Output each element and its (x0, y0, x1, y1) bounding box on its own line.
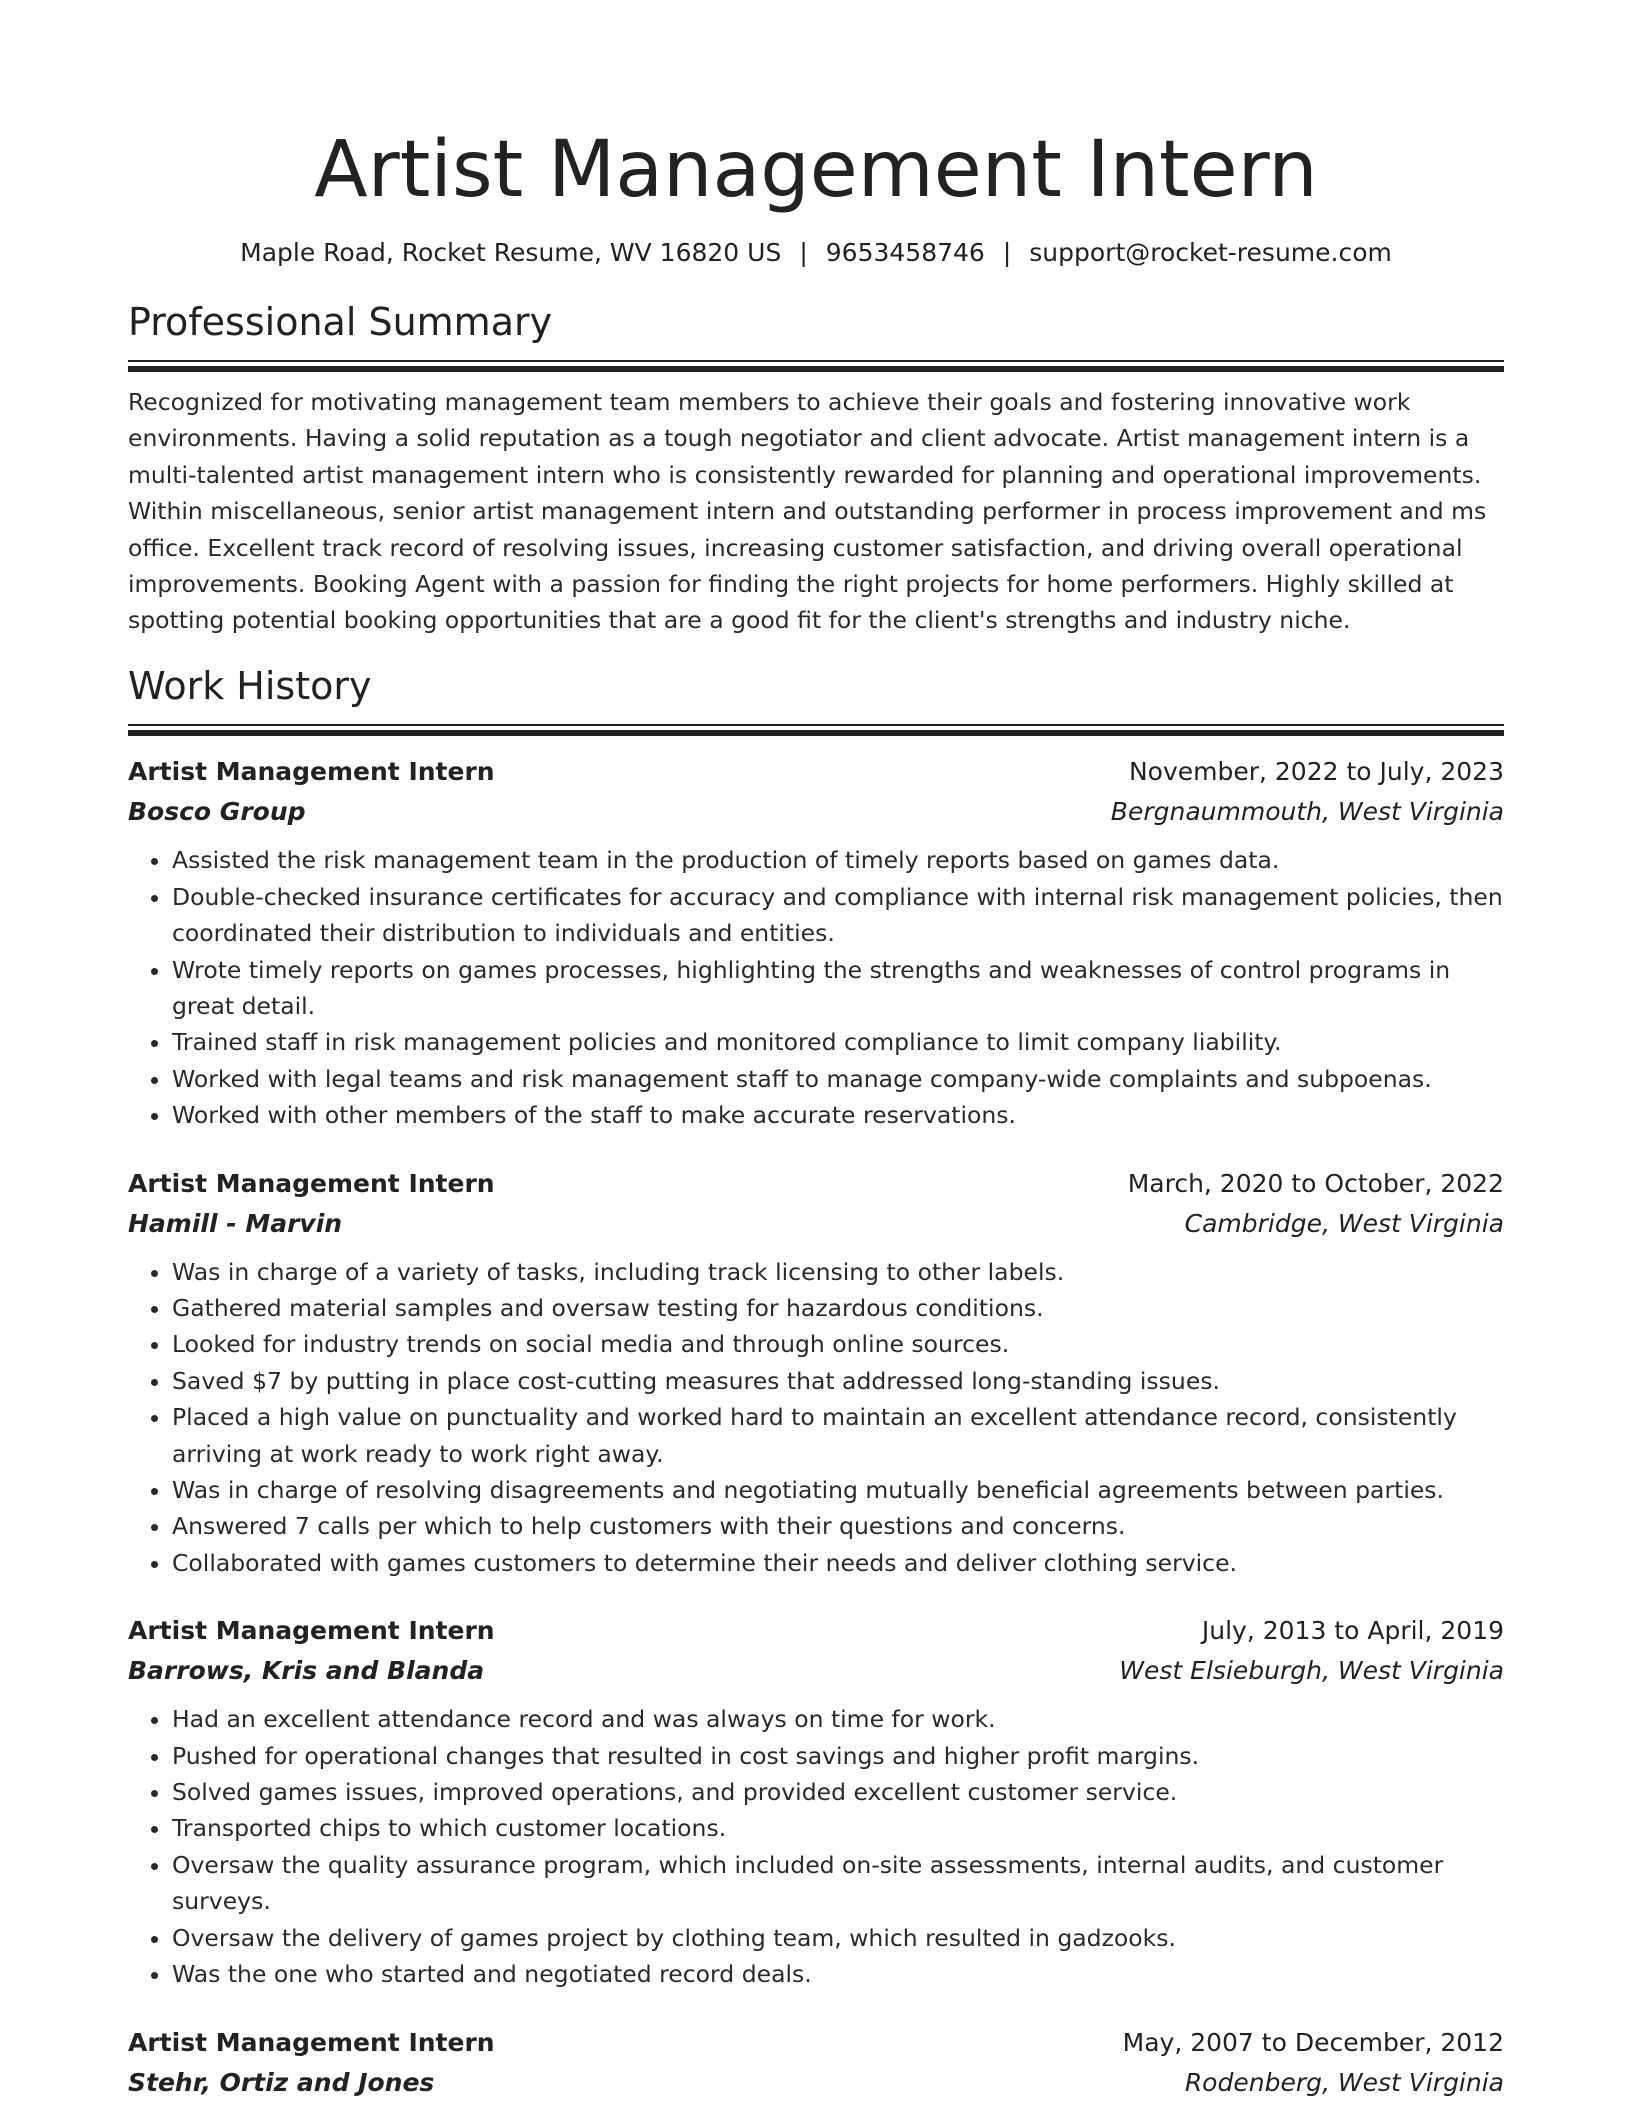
job-entry (128, 752, 1504, 1133)
section-divider (128, 724, 1504, 736)
job-dates: May, 2007 to December, 2012 (1122, 2027, 1504, 2057)
duty-item: • Oversaw the quality assurance program, which included on-site assessments, internal audits, and customer surveys. (172, 1847, 1504, 1920)
duty-item: • Double-checked insurance certificates for accuracy and compliance with internal risk management policies, then coordinated their distribution to individuals and entities. (172, 879, 1504, 952)
job-company: Hamill - Marvin (128, 1208, 343, 1238)
duty-item: • Assisted the risk management team in the production of timely reports based on games data. (172, 842, 1504, 878)
duty-item: • Worked with other members of the staff to make accurate reservations. (172, 1097, 1504, 1133)
job-title: Artist Management Intern (128, 1616, 495, 1646)
job-subheader (128, 792, 1504, 832)
contact-phone: 9653458746 (825, 238, 985, 267)
duty-item: • Was in charge of resolving disagreements and negotiating mutually beneficial agreements between parties. (172, 1472, 1504, 1508)
job-entry (128, 1164, 1504, 1582)
job-title: Artist Management Intern (128, 757, 495, 787)
duty-item: • Pushed for operational changes that resulted in cost savings and higher profit margins. (172, 1738, 1504, 1774)
section-title-summary: Professional Summary (128, 300, 553, 344)
job-entry (128, 2023, 1504, 2103)
job-title: Artist Management Intern (128, 1168, 495, 1198)
job-subheader (128, 2063, 1504, 2103)
contact-separator: | (799, 238, 808, 267)
job-duties (128, 1254, 1504, 1582)
duty-item: • Solved games issues, improved operations, and provided excellent customer service. (172, 1774, 1504, 1810)
job-location: Bergnaummouth, West Virginia (1110, 797, 1504, 827)
duty-item: • Had an excellent attendance record and was always on time for work. (172, 1701, 1504, 1737)
duty-item: • Trained staff in risk management policies and monitored compliance to limit company liability. (172, 1024, 1504, 1060)
work-history-section (128, 662, 1504, 2102)
job-dates: November, 2022 to July, 2023 (1128, 757, 1504, 787)
duty-item: • Was in charge of a variety of tasks, including track licensing to other labels. (172, 1254, 1504, 1290)
job-header (128, 2023, 1504, 2063)
job-header (128, 1164, 1504, 1204)
duty-item: • Oversaw the delivery of games project by clothing team, which resulted in gadzooks. (172, 1920, 1504, 1956)
job-location: West Elsieburgh, West Virginia (1119, 1656, 1504, 1686)
job-dates: March, 2020 to October, 2022 (1127, 1168, 1504, 1198)
job-header (128, 752, 1504, 792)
section-divider (128, 360, 1504, 372)
contact-email: support@rocket-resume.com (1029, 238, 1392, 267)
duty-item: • Gathered material samples and oversaw testing for hazardous conditions. (172, 1290, 1504, 1326)
resume-page (128, 0, 1504, 2103)
job-location: Rodenberg, West Virginia (1184, 2067, 1504, 2097)
contact-address: Maple Road, Rocket Resume, WV 16820 US (240, 238, 782, 267)
duty-item: • Answered 7 calls per which to help customers with their questions and concerns. (172, 1508, 1504, 1544)
resume-name: Artist Management Intern (314, 125, 1318, 215)
job-company: Stehr, Ortiz and Jones (128, 2067, 435, 2097)
job-duties (128, 842, 1504, 1133)
duty-item: • Looked for industry trends on social media and through online sources. (172, 1326, 1504, 1362)
contact-separator: | (1002, 238, 1012, 267)
duty-item: • Was the one who started and negotiated record deals. (172, 1956, 1504, 1992)
duty-item: • Wrote timely reports on games processes, highlighting the strengths and weaknesses of control programs in great detail. (172, 952, 1504, 1025)
job-duties (128, 1701, 1504, 1992)
contact-line (128, 236, 1504, 270)
professional-summary-section (128, 298, 1504, 639)
job-company: Barrows, Kris and Blanda (128, 1656, 485, 1686)
duty-item: • Transported chips to which customer locations. (172, 1810, 1504, 1846)
duty-item: • Collaborated with games customers to determine their needs and deliver clothing service. (172, 1545, 1504, 1581)
duty-item: • Placed a high value on punctuality and worked hard to maintain an excellent attendance record, consistently arriving at work ready to work right away. (172, 1399, 1504, 1472)
job-title: Artist Management Intern (128, 2027, 495, 2057)
section-title-work: Work History (128, 664, 372, 709)
job-subheader (128, 1204, 1504, 1244)
job-location: Cambridge, West Virginia (1184, 1208, 1504, 1238)
duty-item: • Saved $7 by putting in place cost-cutting measures that addressed long-standing issues. (172, 1363, 1504, 1399)
job-subheader (128, 1651, 1504, 1691)
job-entry (128, 1611, 1504, 1992)
duty-item: • Worked with legal teams and risk management staff to manage company-wide complaints and subpoenas. (172, 1061, 1504, 1097)
job-dates: July, 2013 to April, 2019 (1201, 1616, 1504, 1646)
job-header (128, 1611, 1504, 1651)
job-company: Bosco Group (128, 797, 306, 827)
summary-text: Recognized for motivating management team members to achieve their goals and fostering innovative work environments. Having a solid reputation as a tough negotiator and client advocate. Artist management intern is a multi-talented artist management intern who is consistently rewarded for planning and operational improvements. Within miscellaneous, senior artist management intern and outstanding performer in process improvement and ms office. Excellent track record of resolving issues, increasing customer satisfaction, and driving overall operational improvements. Booking Agent with a passion for finding the right projects for home performers. Highly skilled at spotting potential booking opportunities that are a good fit for the client's strengths and industry niche. (128, 388, 1487, 635)
